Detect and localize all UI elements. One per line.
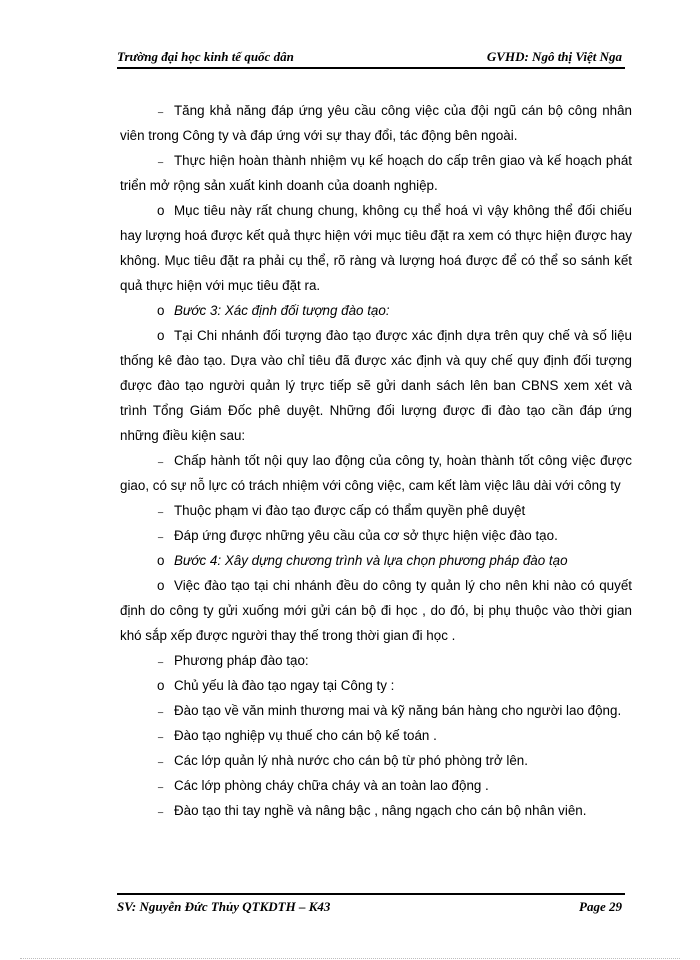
dash-bullet-icon: ₋ [157,153,165,168]
body-paragraph [120,298,632,323]
paragraph-text: Thuộc phạm vi đào tạo được cấp có thẩm quyền phê duyệt [174,503,526,518]
body-paragraph [120,323,632,448]
paragraph-text: Mục tiêu này rất chung chung, không cụ thể hoá vì vậy không thể đối chiếu hay lượng hoá được kết quả thực hiện với mục tiêu đặt ra xem có thực hiện được hay không. Mục tiêu đặt ra phải cụ thể, rõ ràng và lượng hoá được để có thể so sánh kết quả thực hiện với mục tiêu đặt ra. [120,203,632,293]
body-paragraph [120,498,632,523]
dash-bullet-icon: ₋ [157,653,165,668]
footer-rule [117,893,625,895]
dash-bullet-icon: ₋ [157,778,165,793]
paragraph-text: Việc đào tạo tại chi nhánh đều do công ty quản lý cho nên khi nào có quyết định do công ty gửi xuống mới gửi cán bộ đi học , do đó, bị phụ thuộc vào thời gian khó sắp xếp được người thay thế trong thời gian đi học . [120,578,632,643]
footer-student: SV: Nguyễn Đức Thủy QTKDTH – K43 [117,899,331,914]
body-paragraph [120,523,632,548]
paragraph-text: Các lớp phòng cháy chữa cháy và an toàn lao động . [174,778,489,793]
circle-bullet-icon: o [157,303,165,318]
paragraph-text: Đáp ứng được những yêu cầu của cơ sở thực hiện việc đào tạo. [174,528,558,543]
paragraph-text: Đào tạo về văn minh thương mai và kỹ năng bán hàng cho người lao động. [174,703,622,718]
dash-bullet-icon: ₋ [157,703,165,718]
body-paragraph [120,673,632,698]
dash-bullet-icon: ₋ [157,528,165,543]
paragraph-text: Chấp hành tốt nội quy lao động của công ty, hoàn thành tốt công việc được giao, có sự nỗ lực có trách nhiệm với công việc, cam kết làm việc lâu dài với công ty [120,453,632,493]
page-break-dotted-line [20,958,680,959]
body-paragraph [120,548,632,573]
circle-bullet-icon: o [157,553,165,568]
circle-bullet-icon: o [157,328,165,343]
dash-bullet-icon: ₋ [157,803,165,818]
body-paragraph [120,773,632,798]
body-paragraph [120,723,632,748]
dash-bullet-icon: ₋ [157,453,165,468]
paragraph-text: Chủ yếu là đào tạo ngay tại Công ty : [174,678,395,693]
paragraph-text: Bước 3: Xác định đối tượng đào tạo: [174,303,390,318]
body-paragraph [120,448,632,498]
paragraph-text: Đào tạo nghiệp vụ thuế cho cán bộ kế toán . [174,728,437,743]
body-paragraph [120,798,632,823]
dash-bullet-icon: ₋ [157,753,165,768]
header-advisor: GVHD: Ngô thị Việt Nga [486,49,622,64]
body-paragraph [120,573,632,648]
paragraph-text: Tăng khả năng đáp ứng yêu cầu công việc của đội ngũ cán bộ công nhân viên trong Công ty và đáp ứng với sự thay đổi, tác động bên ngoài. [120,103,632,143]
paragraph-text: Đào tạo thi tay nghề và nâng bậc , nâng ngạch cho cán bộ nhân viên. [174,803,587,818]
page-number: Page 29 [579,899,622,914]
dash-bullet-icon: ₋ [157,103,165,118]
dash-bullet-icon: ₋ [157,503,165,518]
body-paragraph [120,148,632,198]
body-paragraph [120,198,632,298]
circle-bullet-icon: o [157,578,165,593]
page-footer [117,899,622,921]
dash-bullet-icon: ₋ [157,728,165,743]
body-paragraph [120,648,632,673]
circle-bullet-icon: o [157,203,165,218]
body-paragraph [120,748,632,773]
body-paragraph [120,98,632,148]
circle-bullet-icon: o [157,678,165,693]
header-rule [117,67,625,69]
paragraph-text: Các lớp quản lý nhà nước cho cán bộ từ phó phòng trở lên. [174,753,528,768]
body-paragraph [120,698,632,723]
paragraph-text: Bước 4: Xây dựng chương trình và lựa chọn phương pháp đào tạo [174,553,568,568]
paragraph-text: Thực hiện hoàn thành nhiệm vụ kế hoạch do cấp trên giao và kế hoạch phát triển mở rộng sản xuất kinh doanh của doanh nghiệp. [120,153,632,193]
page-body [120,98,632,823]
paragraph-text: Tại Chi nhánh đối tượng đào tạo được xác định dựa trên quy chế và số liệu thống kê đào tạo. Dựa vào chỉ tiêu đã được xác định và quy chế quy định đối tượng được đào tạo người quản lý trực tiếp sẽ gửi danh sách lên ban CBNS xem xét và trình Tổng Giám Đốc phê duyệt. Những đối lượng được đi đào tạo cần đáp ứng những điều kiện sau: [120,328,632,443]
paragraph-text: Phương pháp đào tạo: [174,653,309,668]
header-school: Trường đại học kinh tế quốc dân [117,49,294,64]
